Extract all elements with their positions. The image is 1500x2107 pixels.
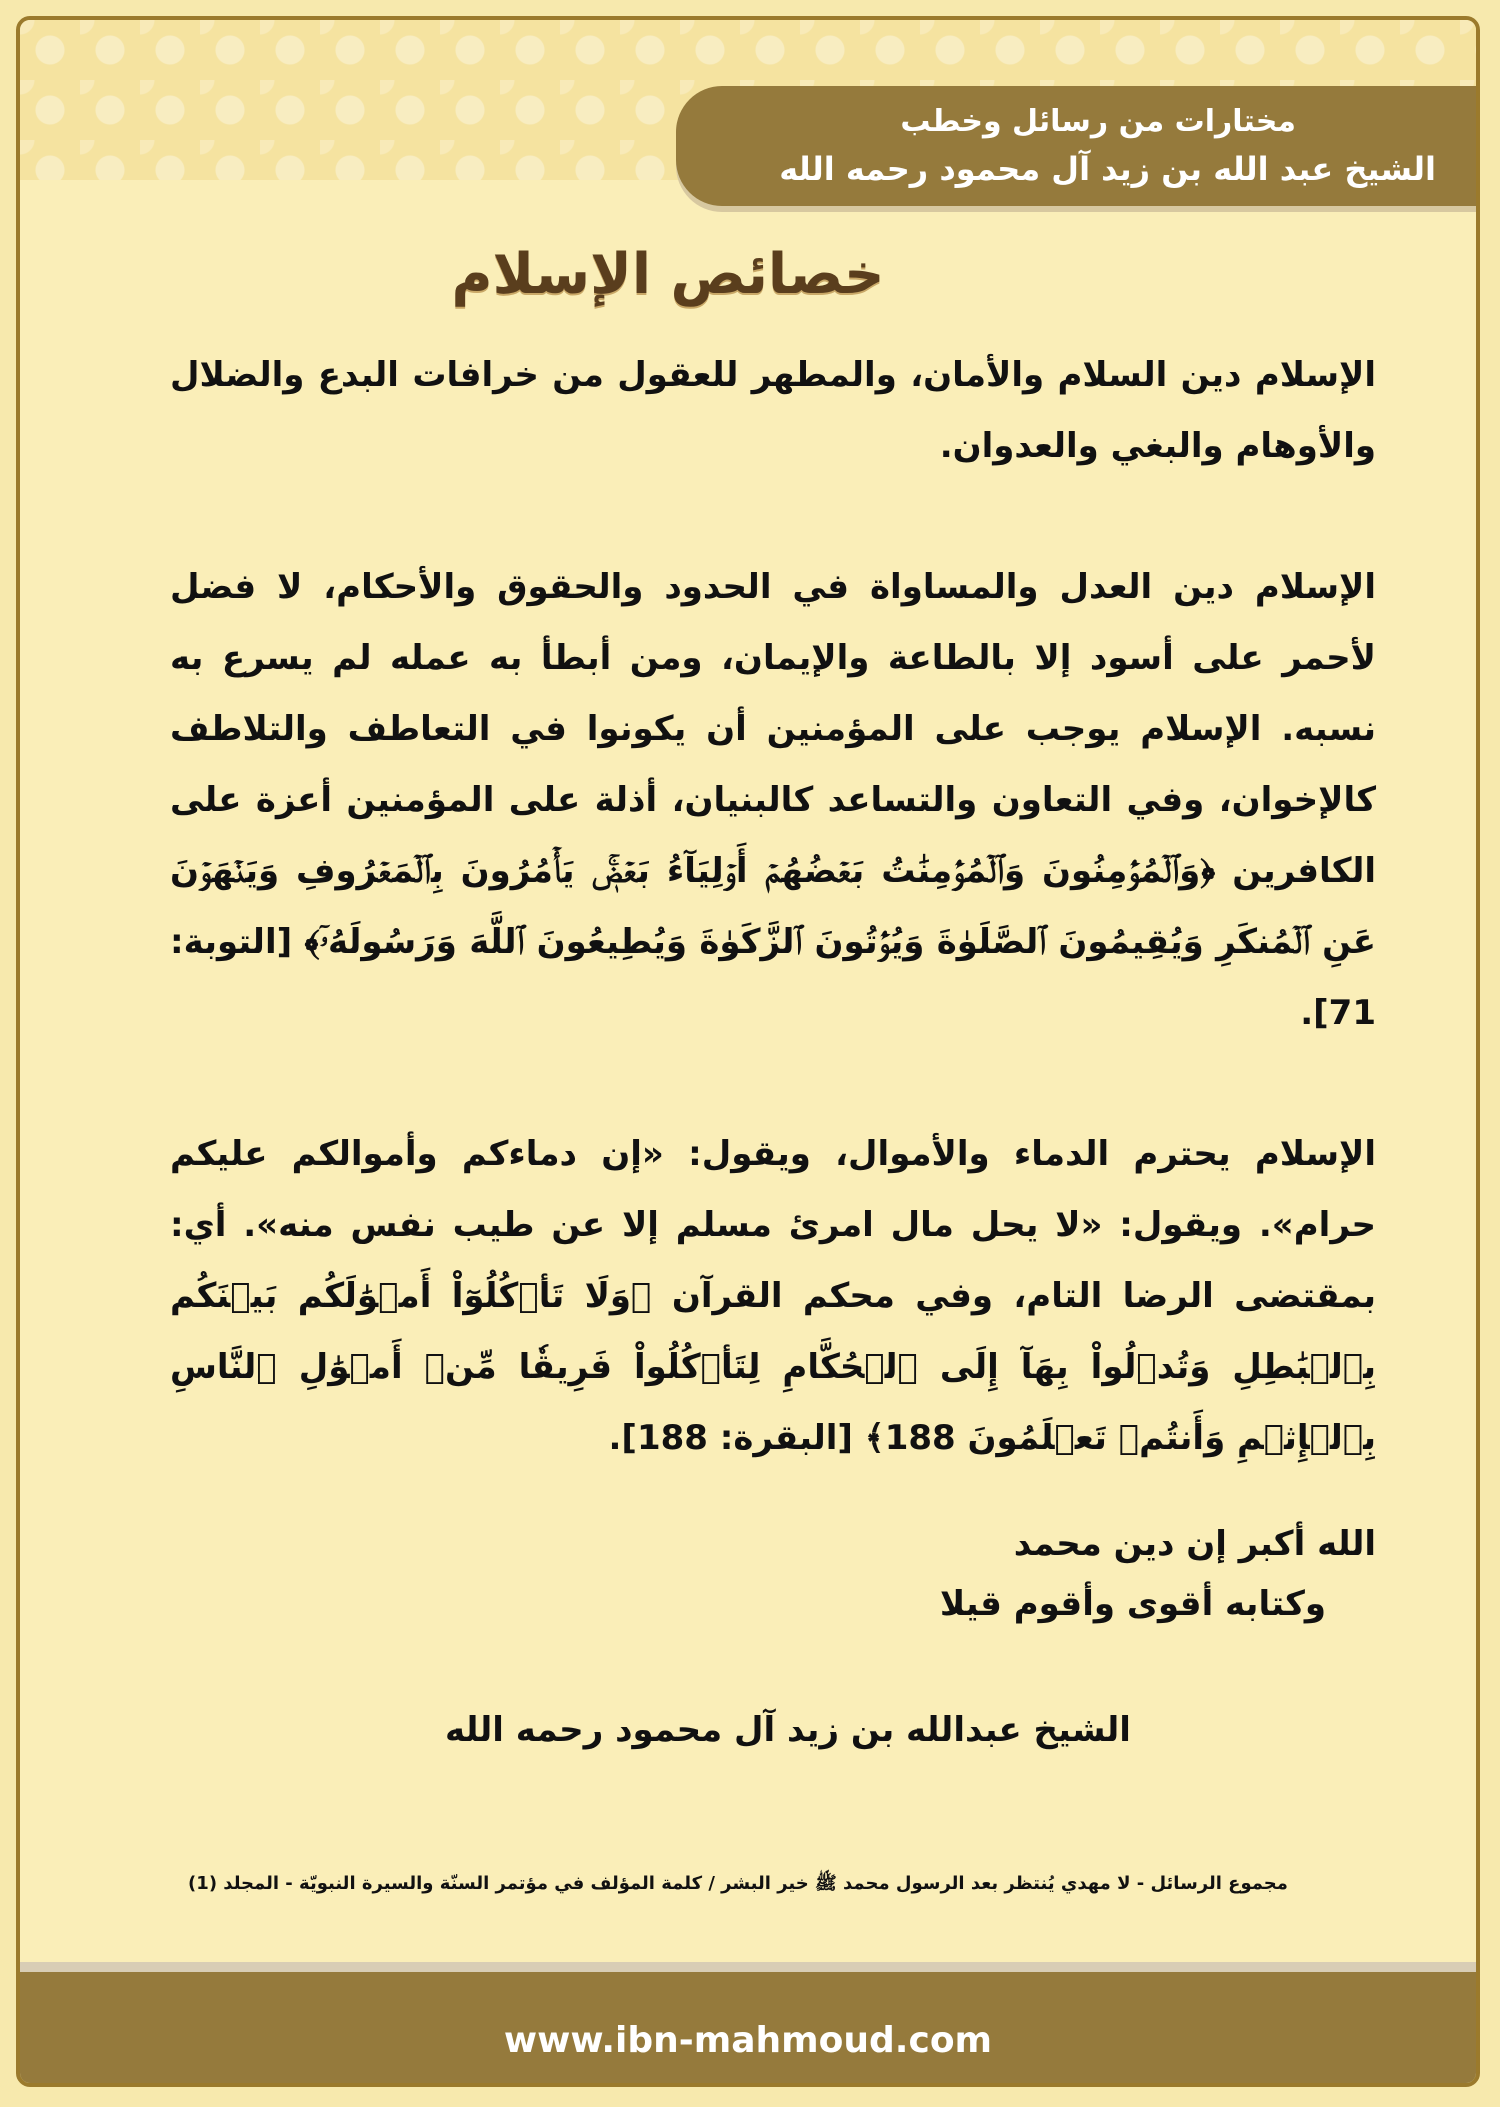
- poem-line-1: الله أكبر إن دين محمد: [1013, 1524, 1376, 1564]
- poem-verse: [940, 1514, 1376, 1634]
- paragraph-justice: الإسلام دين العدل والمساواة في الحدود والحقوق والأحكام، لا فضل لأحمر على أسود إلا بالطاعة والإيمان، ومن أبطأ به عمله لم يسرع به نسبه. الإسلام يوجب على المؤمنين أن يكونوا في التعاطف والتلاطف كالإخوان، وفي التعاون والتساعد كالبنيان، أذلة على المؤمنين أعزة على الكافرين ﴿وَٱلۡمُؤۡمِنُونَ وَٱلۡمُؤۡمِنَٰتُ بَعۡضُهُمۡ أَوۡلِيَآءُ بَعۡضٖۚ يَأۡمُرُونَ بِٱلۡمَعۡرُوفِ وَيَنۡهَوۡنَ عَنِ ٱلۡمُنكَرِ وَيُقِيمُونَ ٱلصَّلَوٰةَ وَيُؤۡتُونَ ٱلزَّكَوٰةَ وَيُطِيعُونَ ٱللَّهَ وَرَسُولَهُۥٓ﴾ [التوبة: 71].: [170, 567, 1376, 1033]
- website-link[interactable]: www.ibn-mahmoud.com: [503, 2020, 993, 2061]
- header-series-title: مختارات من رسائل وخطب: [900, 104, 1296, 139]
- source-footnote: مجموع الرسائل - لا مهدي يُنتظر بعد الرسول محمد ﷺ خير البشر / كلمة المؤلف في مؤتمر السنّة والسيرة النبويّة - المجلد (1): [188, 1873, 1288, 1894]
- footer-divider: [20, 1962, 1476, 1972]
- article-body: [170, 340, 1376, 1474]
- page-title: خصائص الإسلام: [451, 242, 885, 307]
- header-ribbon: [676, 86, 1476, 206]
- poem-line-2: وكتابه أقوى وأقوم قيلا: [939, 1584, 1326, 1624]
- header-author-name: الشيخ عبد الله بن زيد آل محمود رحمه الله: [779, 150, 1436, 188]
- author-signature: الشيخ عبدالله بن زيد آل محمود رحمه الله: [445, 1710, 1131, 1750]
- paragraph-peace: الإسلام دين السلام والأمان، والمطهر للعقول من خرافات البدع والضلال والأوهام والبغي والعدوان.: [170, 355, 1376, 466]
- paragraph-property: الإسلام يحترم الدماء والأموال، ويقول: «إن دماءكم وأموالكم عليكم حرام». ويقول: «لا يحل مال امرئ مسلم إلا عن طيب نفس منه». أي: بمقتضى الرضا التام، وفي محكم القرآن ﴿وَلَا تَأۡكُلُوٓاْ أَمۡوَٰلَكُم بَيۡنَكُم بِٱلۡبَٰطِلِ وَتُدۡلُواْ بِهَآ إِلَى ٱلۡحُكَّامِ لِتَأۡكُلُواْ فَرِيقٗا مِّنۡ أَمۡوَٰلِ ٱلنَّاسِ بِٱلۡإِثۡمِ وَأَنتُمۡ تَعۡلَمُونَ 188﴾ [البقرة: 188].: [170, 1134, 1376, 1458]
- page-frame: [16, 16, 1480, 2087]
